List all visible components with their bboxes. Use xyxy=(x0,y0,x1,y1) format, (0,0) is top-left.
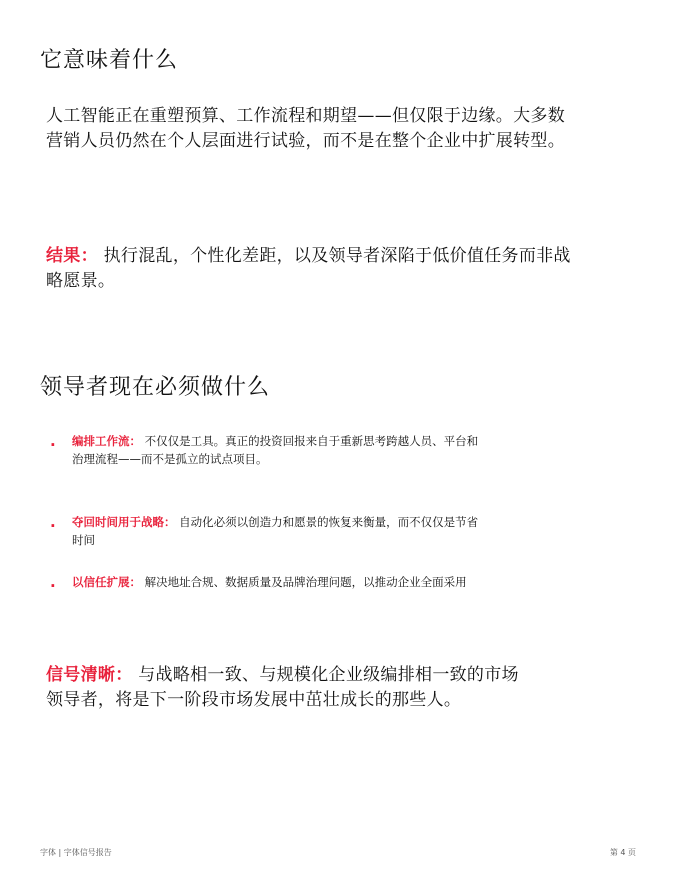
footer-report-title: 字体 | 字体信号报告 xyxy=(40,848,112,857)
bullet-label: 夺回时间用于战略： xyxy=(72,515,176,529)
bullet-dot-icon: . xyxy=(50,573,56,591)
result-text: 执行混乱，个性化差距，以及领导者深陷于低价值任务而非战略愿景。 xyxy=(46,246,571,291)
signal-paragraph xyxy=(46,663,526,713)
bullet-text: 不仅仅是工具。真正的投资回报来自于重新思考跨越人员、平台和治理流程——而不是孤立的试点项目。 xyxy=(72,434,479,466)
section-title-leaders: 领导者现在必须做什么 xyxy=(40,375,271,400)
bullet-dot-icon: . xyxy=(50,513,56,531)
bullet-label: 以信任扩展： xyxy=(72,575,141,589)
bullet-item xyxy=(50,432,480,468)
bullet-text: 自动化必须以创造力和愿景的恢复来衡量，而不仅仅是节省时间 xyxy=(72,515,479,547)
bullet-dot-icon: . xyxy=(50,432,56,450)
section-title-meaning: 它意味着什么 xyxy=(40,48,179,73)
intro-paragraph: 人工智能正在重塑预算、工作流程和期望——但仅限于边缘。大多数营销人员仍然在个人层面进行试验，而不是在整个企业中扩展转型。 xyxy=(46,106,565,151)
bullet-item xyxy=(50,573,480,591)
signal-label: 信号清晰： xyxy=(46,665,133,685)
footer-page-number: 第 4 页 xyxy=(609,848,636,857)
bullet-label: 编排工作流： xyxy=(72,434,141,448)
result-paragraph xyxy=(46,244,576,294)
signal-text: 与战略相一致、与规模化企业级编排相一致的市场领导者，将是下一阶段市场发展中茁壮成长的那些人。 xyxy=(46,665,519,710)
bullet-item xyxy=(50,513,480,549)
bullet-text: 解决地址合规、数据质量及品牌治理问题，以推动企业全面采用 xyxy=(144,575,467,589)
result-label: 结果： xyxy=(46,246,98,266)
